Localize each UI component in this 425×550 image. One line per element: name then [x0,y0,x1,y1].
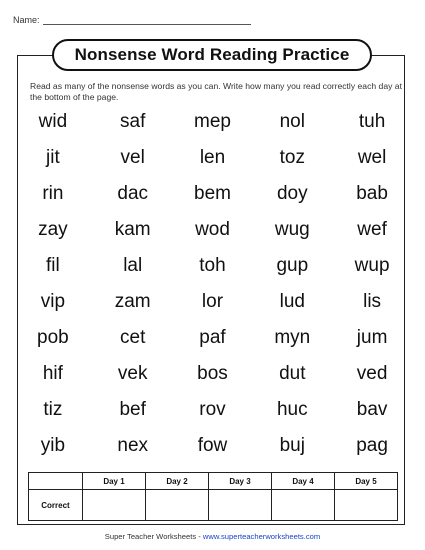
score-cell-day-4[interactable] [272,490,335,521]
nonsense-word: kam [114,219,151,240]
nonsense-word: hif [42,363,63,384]
tracker-header-row [29,473,398,490]
nonsense-word: paf [199,327,226,348]
nonsense-word: bab [356,183,388,204]
nonsense-word: dut [279,363,306,384]
nonsense-word: wel [357,147,387,168]
nonsense-word: toh [199,255,226,276]
correct-row-label: Correct [29,490,83,521]
nonsense-word: jum [356,327,388,348]
nonsense-word: wef [357,219,387,240]
nonsense-word: pag [356,435,388,456]
nonsense-word: lal [123,255,143,276]
nonsense-word: wug [274,219,310,240]
day-header: Day 4 [272,473,335,490]
nonsense-word: fow [197,435,228,456]
nonsense-word: lis [363,291,382,312]
score-cell-day-2[interactable] [146,490,209,521]
day-header: Day 3 [209,473,272,490]
nonsense-word: bos [197,363,228,384]
nonsense-word: len [199,147,226,168]
tracker-corner-cell [29,473,83,490]
nonsense-word: doy [276,183,308,204]
nonsense-word: saf [120,111,146,132]
instructions: Read as many of the nonsense words as you can. Write how many you read correctly each day at the bottom of the page. [30,81,402,102]
nonsense-word: zam [114,291,151,312]
day-header: Day 1 [83,473,146,490]
footer [0,532,425,541]
nonsense-word: wup [354,255,390,276]
nonsense-word: fil [46,255,60,276]
nonsense-word: nol [279,111,305,132]
name-label: Name: [13,15,40,25]
score-cell-day-1[interactable] [83,490,146,521]
name-field[interactable] [43,14,251,25]
nonsense-word: tuh [358,111,386,132]
nonsense-word: gup [276,255,309,276]
nonsense-word: myn [274,327,311,348]
nonsense-word: buj [279,435,305,456]
page-title: Nonsense Word Reading Practice [52,39,372,71]
nonsense-word: pob [37,327,69,348]
nonsense-word: bav [356,399,388,420]
nonsense-word: dac [117,183,149,204]
nonsense-word: nex [117,435,149,456]
nonsense-word: jit [46,147,60,168]
score-cell-day-5[interactable] [335,490,398,521]
day-header: Day 2 [146,473,209,490]
name-row [13,14,251,25]
nonsense-word: bem [194,183,231,204]
word-grid [13,104,412,464]
nonsense-word: rov [199,399,226,420]
nonsense-word: mep [194,111,231,132]
tracker-correct-row [29,490,398,521]
nonsense-word: wod [195,219,230,240]
nonsense-word: vel [120,147,145,168]
nonsense-word: toz [279,147,305,168]
daily-score-table [28,472,398,521]
score-cell-day-3[interactable] [209,490,272,521]
day-header: Day 5 [335,473,398,490]
nonsense-word: vek [117,363,148,384]
nonsense-word: lor [201,291,224,312]
footer-link[interactable]: www.superteacherworksheets.com [202,532,321,541]
nonsense-word: yib [40,435,66,456]
footer-brand: Super Teacher Worksheets - [104,532,203,541]
nonsense-word: rin [42,183,64,204]
nonsense-word: lud [279,291,305,312]
nonsense-word: wid [38,111,68,132]
nonsense-word: cet [120,327,146,348]
nonsense-word: tiz [43,399,63,420]
nonsense-word: bef [119,399,146,420]
nonsense-word: ved [356,363,388,384]
nonsense-word: vip [40,291,66,312]
nonsense-word: zay [38,219,68,240]
nonsense-word: huc [276,399,308,420]
